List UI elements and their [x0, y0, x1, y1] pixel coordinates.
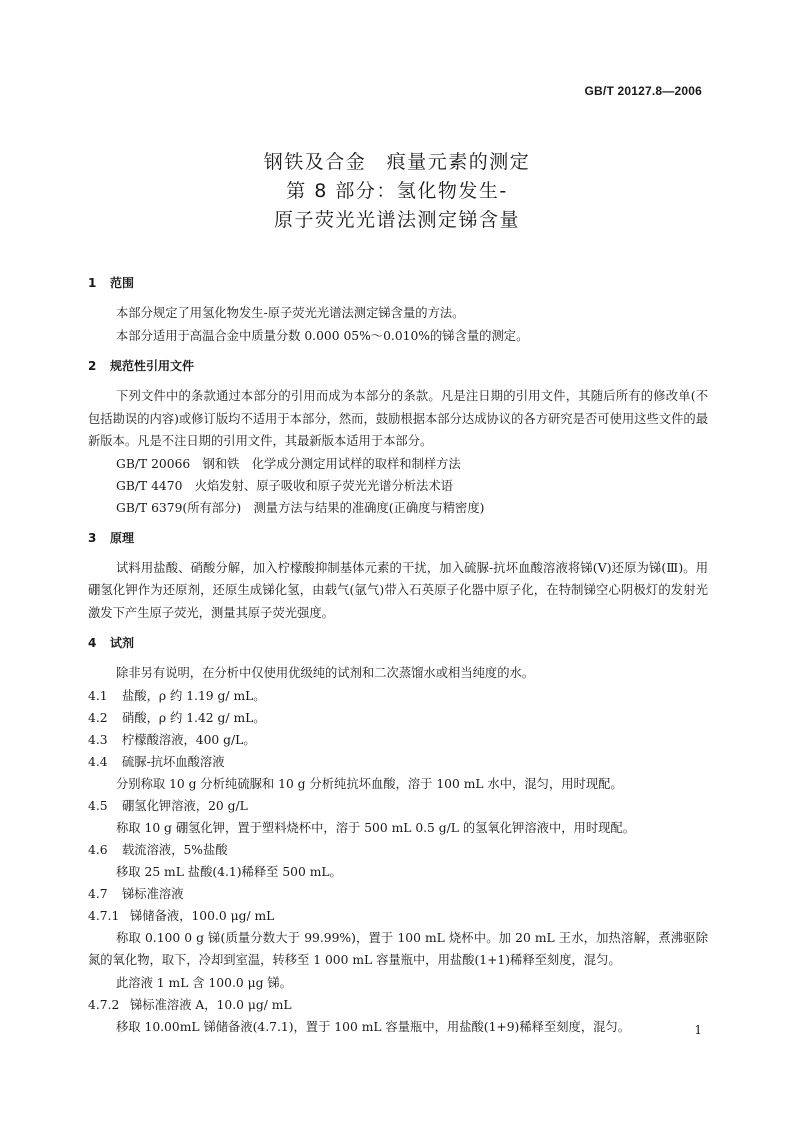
title-line-3: 原子荧光光谱法测定锑含量	[273, 209, 520, 231]
paragraph: 本部分适用于高温合金中质量分数 0.000 05%～0.010%的锑含量的测定。	[116, 328, 529, 343]
paragraph: 本部分规定了用氢化物发生-原子荧光光谱法测定锑含量的方法。	[116, 306, 465, 320]
reagent-item: 4.1 盐酸，ρ 约 1.19 g/ mL。	[88, 688, 266, 703]
reagent-item: 4.3 柠檬酸溶液，400 g/L。	[88, 732, 256, 747]
title-line-1: 钢铁及合金 痕量元素的测定	[263, 151, 531, 173]
reagent-description: 称取 10 g 硼氢化钾，置于塑料烧杯中，溶于 500 mL 0.5 g/L 的氢氧化钾溶液中，用时现配。	[116, 820, 636, 835]
paragraph: 试料用盐酸、硝酸分解，加入柠檬酸抑制基体元素的干扰，加入硫脲-抗坏血酸溶液将锑(Ⅴ)还原为锑(Ⅲ)。用硼氢化钾作为还原剂，还原生成锑化氢，由载气(氩气)带入石英原子化器中原子化，在特制锑空心阴极灯的发射光激发下产生原子荧光，测量其原子荧光强度。	[88, 560, 708, 620]
reference-item: GB/T 6379(所有部分) 测量方法与结果的准确度(正确度与精密度)	[116, 500, 485, 515]
paragraph: 除非另有说明，在分析中仅使用优级纯的试剂和二次蒸馏水或相当纯度的水。	[116, 666, 535, 680]
paragraph: 下列文件中的条款通过本部分的引用而成为本部分的条款。凡是注日期的引用文件，其随后所有的修改单(不包括勘误的内容)或修订版均不适用于本部分，然而，鼓励根据本部分达成协议的各方研究是否可使用这些文件的最新版本。凡是不注日期的引用文件，其最新版本适用于本部分。	[88, 389, 708, 448]
reagent-item: 4.7.2 锑标准溶液 A，10.0 μg/ mL	[88, 997, 292, 1012]
paragraph: 称取 0.100 0 g 锑(质量分数大于 99.99%)，置于 100 mL 烧杯中。加 20 mL 王水，加热溶解，煮沸驱除氮的氧化物，取下，冷却到室温，转移至 1 000 mL 容量瓶中，用盐酸(1+1)稀释至刻度，混匀。	[88, 930, 708, 967]
section-heading-normative-references: 2 规范性引用文件	[88, 359, 195, 373]
reagent-item: 4.6 载流溶液，5%盐酸	[88, 842, 228, 857]
section-heading-principle: 3 原理	[88, 530, 135, 545]
reference-item: GB/T 4470 火焰发射、原子吸收和原子荧光光谱分析法术语	[116, 478, 453, 493]
standard-code: GB/T 20127.8—2006	[584, 84, 702, 98]
document-title	[0, 148, 794, 235]
reagent-description: 分别称取 10 g 分析纯硫脲和 10 g 分析纯抗坏血酸，溶于 100 mL 水中，混匀，用时现配。	[116, 776, 623, 791]
reagent-item: 4.4 硫脲-抗坏血酸溶液	[88, 754, 225, 769]
reference-item: GB/T 20066 钢和铁 化学成分测定用试样的取样和制样方法	[116, 456, 461, 471]
title-line-2: 第 8 部分：氢化物发生-	[286, 180, 508, 202]
section-heading-scope: 1 范围	[88, 276, 135, 290]
page-number: 1	[694, 1023, 702, 1037]
section-heading-reagents: 4 试剂	[88, 636, 135, 650]
reagent-item: 4.5 硼氢化钾溶液，20 g/L	[88, 798, 248, 813]
document-body	[88, 272, 708, 1038]
reagent-item: 4.2 硝酸，ρ 约 1.42 g/ mL。	[88, 710, 266, 725]
reagent-description: 移取 25 mL 盐酸(4.1)稀释至 500 mL。	[116, 864, 342, 879]
reagent-item: 4.7.1 锑储备液，100.0 μg/ mL	[88, 908, 275, 923]
reagent-description: 移取 10.00mL 锑储备液(4.7.1)，置于 100 mL 容量瓶中，用盐酸(1+9)稀释至刻度，混匀。	[116, 1019, 631, 1034]
reagent-item: 4.7 锑标准溶液	[88, 886, 184, 901]
solution-note: 此溶液 1 mL 含 100.0 μg 锑。	[116, 975, 292, 990]
